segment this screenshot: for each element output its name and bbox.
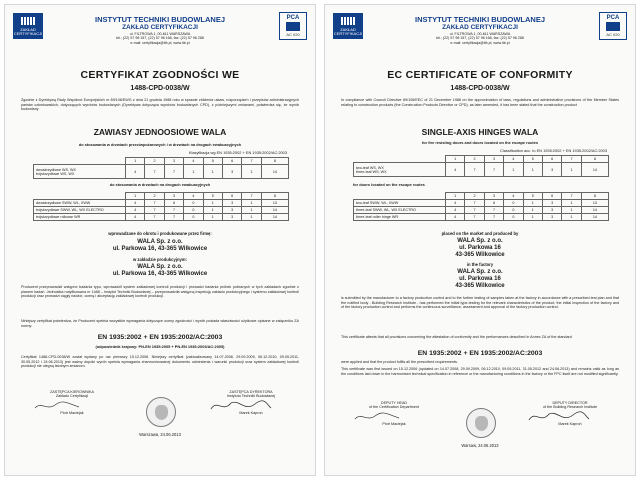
table-header-row: 1 2 3 4 5 6 7 8	[34, 158, 289, 165]
placed-by-label: wprowadzane do obrotu i produkowane przez firmę:	[108, 231, 212, 236]
usage-statement: for fire resisting doors and doors located on the escape routes	[421, 140, 539, 145]
certificate-title: EC CERTIFICATE OF CONFORMITY	[387, 69, 573, 81]
table-header-row: 1 2 3 4 5 6 7 8	[354, 156, 609, 163]
signature-deputy-head: ZASTĘPCA KIEROWNIKA Zakładu Certyfikacji Piotr Maciejak	[27, 390, 117, 415]
classification-note: Classification acc. to EN 1935:2002 + EN 1935:2002/AC:2003	[500, 148, 607, 153]
plant-city: 43-365 Wilkowice	[455, 283, 505, 289]
plant-label: w zakładzie produkcyjnym:	[133, 257, 187, 262]
table-row: three-leaf roller hinge WR 4 7 7 0 1 3 1 14	[354, 214, 609, 221]
plant-name: WALA Sp. z o.o.	[137, 264, 183, 270]
table-row: dwuskrzydłowe WS, WX trójskrzydłowe WS, WX 4 7 7 1 1 3 1 14	[34, 165, 289, 179]
signature-scribble-icon	[205, 399, 275, 411]
itb-logo-text: ZAKŁAD CERTYFIKACJI	[333, 27, 363, 36]
requirements-fulfilled: were applied and that the product fulfils all the prescribed requirements.	[341, 360, 458, 364]
pca-accreditation-logo: PCA AC 020	[599, 12, 627, 40]
table-row: dwuskrzydłowe SWW, WL, XWW 4 7 6 0 1 3 1 13	[34, 200, 289, 207]
harmonised-standard: EN 1935:2002 + EN 1935:2002/AC:2003	[417, 350, 543, 357]
intro-paragraph: Zgodnie z Dyrektywą Rady Wspólnot Europejskich nr 89/106/EWG z dnia 21 grudnia 1988 roku w sprawie zbliżenia ustaw, rozporządzeń i przepisów administracyjnych państw członkowskich, dotyczących wyrobów budowlanych (Dyrektywa dotycząca wyrobów budowlanych CPD), z późniejszymi zmianami, potwierdza się, że wyrób budowlany	[21, 98, 299, 112]
institute-address: ul. FILTROWA 1, 00-611 WARSZAWA tel.: (22) 57 96 157, (22) 57 96 168, fax: (22) 57 96 288 e-mail: certyfikacja@itb.pl, www.itb.pl	[116, 32, 204, 45]
official-seal-icon	[146, 397, 176, 427]
classification-note: Klasyfikacja wg EN 1935:2002 + EN 1935:2002/AC:2003	[188, 150, 287, 155]
body-paragraph-1: Producent przeprowadził wstępne badania typu, wprowadził system zakładowej kontroli produkcji i prowadzi badania próbek pobranych w tych zakładach zgodnie z planem badań. Jednostka notyfikowana nr 1488 – Instytut Techniki Budowlanej – przeprowadziła wstępną inspekcję zakładu produkcyjnego i systemu zakładowej kontroli produkcji oraz prowadzi ciągły nadzór, ocenę i akceptację zakładowej kontroli produkcji.	[21, 285, 299, 299]
usage-statement-escape: do stosowania w drzwiach na drogach ewakuacyjnych	[109, 182, 211, 187]
institute-address: ul. FILTROWA 1, 00-611 WARSZAWA tel.: (22) 57 96 157, (22) 57 96 168, fax: (22) 57 96 288 e-mail: certyfikacja@itb.pl, www.itb.pl	[436, 32, 524, 45]
classification-table-1	[33, 157, 289, 179]
certificate-english	[324, 4, 636, 476]
validity-paragraph: Certyfikat 1488-CPD-0038/W został wydany po raz pierwszy 15.12.2006. Niniejszy certyfikat (zaktualizowany 14.07.2008, 29.09.2009, 06.12.2010, 09.05.2011, 30.05.2012 i 24.06.2013) jest ważny dopóki wyrób spełnia wymagania zharmonizowanej dokumentu odniesienia i warunki produkcji oraz system zakładowej kontroli produkcji nie ulegną istotnym zmianom.	[21, 355, 299, 369]
body-paragraph-2: This certificate attests that all provisions concerning the attestation of conformity and the performances described in Annex ZA of the standard	[341, 335, 572, 339]
manufacturer-address: ul. Parkowa 16, 43-365 Wilkowice	[112, 246, 208, 252]
table-row: two-leaf WS, WX three-leaf WS, WX 4 7 7 1 1 3 1 14	[354, 163, 609, 177]
classification-table-2	[33, 192, 289, 221]
signature-deputy-director: DEPUTY DIRECTOR of the Building Research Institute Marek Kaproń	[523, 401, 617, 426]
signature-deputy-head: DEPUTY HEAD of the Certification Department Piotr Maciejak	[347, 401, 441, 426]
national-equivalent: (odpowiednik krajowy: PN-EN 1935:2005 + PN-EN 1935:2003/AC:2005)	[95, 344, 225, 349]
body-paragraph-1: is submitted by the manufacturer to a factory production control and to the further testing of samples taken at the factory in accordance with a prescribed test plan and that the notified body - Building Research Institute - has performed the initial type-testing for the relevant characteristics of the product, the initial inspection of the factory and of the factory production control and performs the continuous surveillance, assessment and approval of the factory production control.	[341, 296, 619, 310]
official-seal-icon	[466, 408, 496, 438]
signature-scribble-icon	[27, 399, 87, 411]
manufacturer-city: 43-365 Wilkowice	[455, 252, 505, 258]
itb-logo-text: ZAKŁAD CERTYFIKACJI	[13, 27, 43, 36]
letterhead	[325, 5, 635, 45]
plant-name: WALA Sp. z o.o.	[457, 269, 503, 275]
usage-statement: do stosowania w drzwiach przeciwpożarowych i w drzwiach na drogach ewakuacyjnych	[78, 142, 242, 147]
department-name: ZAKŁAD CERTYFIKACJI	[122, 24, 198, 31]
product-name: SINGLE-AXIS HINGES WALA	[421, 127, 539, 137]
manufacturer-name: WALA Sp. z o.o.	[457, 238, 503, 244]
table-header-row: 1 2 3 4 5 6 7 8	[34, 193, 289, 200]
certificate-title: CERTYFIKAT ZGODNOŚCI WE	[80, 69, 240, 81]
department-name: ZAKŁAD CERTYFIKACJI	[442, 24, 518, 31]
certificate-number: 1488-CPD-0038/W	[450, 85, 510, 92]
table-row: three-leaf SWW, WL, WX ELECTRO 4 7 7 0 1 3 1 14	[354, 207, 609, 214]
pca-accreditation-logo: PCA AC 020	[279, 12, 307, 40]
body-paragraph-2: Niniejszy certyfikat potwierdza, że Producent spełnia wszystkie wymagania dotyczące oceny zgodności i wyrób posiada właściwości użytkowe opisane w załączniku ZA normy:	[21, 319, 299, 328]
issue-place-date: Warszawa, 24.06.2013	[139, 432, 181, 437]
manufacturer-name: WALA Sp. z o.o.	[137, 239, 183, 245]
plant-address: ul. Parkowa 16, 43-365 Wilkowice	[112, 271, 208, 277]
plant-street: ul. Parkowa 16	[459, 276, 501, 282]
table-header-row: 1 2 3 4 5 6 7 8	[354, 193, 609, 200]
signature-scribble-icon	[523, 410, 593, 422]
harmonised-standard: EN 1935:2002 + EN 1935:2002/AC:2003	[97, 334, 223, 341]
classification-table-1	[353, 155, 609, 177]
product-name: ZAWIASY JEDNOOSIOWE WALA	[93, 127, 227, 137]
certificate-polish	[4, 4, 316, 476]
table-row: two-leaf SWW, WL, XWW 4 7 6 0 1 3 1 13	[354, 200, 609, 207]
placed-by-label: placed on the market and produced by	[441, 231, 519, 236]
issue-place-date: Warsaw, 24.06.2013	[461, 443, 499, 448]
letterhead	[5, 5, 315, 45]
validity-paragraph: This certificate was first issued on 15.12.2006 (updated on 14.07.2008, 29.09.2009, 06.12.2010, 09.05.2011, 31.05.2012 and 24.06.2013) and remains valid as long as the conditions laid down in the harmonised technical specification in reference or the manufacturing conditions in the factory or the FPC itself are not modified significantly.	[341, 367, 619, 376]
table-row: trójskrzydłowe rolkowe WR 4 7 7 0 1 3 1 14	[34, 214, 289, 221]
signature-deputy-director: ZASTĘPCA DYREKTORA Instytutu Techniki Budowlanej Marek Kaproń	[205, 390, 297, 415]
signature-scribble-icon	[347, 410, 407, 422]
usage-statement-escape: for doors located on the escape routes	[353, 182, 425, 187]
institute-name: INSTYTUT TECHNIKI BUDOWLANEJ	[95, 15, 225, 24]
manufacturer-street: ul. Parkowa 16	[459, 245, 501, 251]
institute-name: INSTYTUT TECHNIKI BUDOWLANEJ	[415, 15, 545, 24]
certificate-number: 1488-CPD-0038/W	[130, 85, 190, 92]
intro-paragraph: In compliance with Council Directive 89/106/EEC of 21 December 1988 on the approximation of laws, regulations and administrative provisions of the Member States relating to construction products (the Construction Products Directive or CPD), as later amended, it has been stated that the construction product	[341, 98, 619, 107]
classification-table-2	[353, 192, 609, 221]
plant-label: in the factory	[466, 262, 494, 267]
table-row: trójskrzydłowe SWW, WL, WX ELECTRO 4 7 7 0 1 3 1 14	[34, 207, 289, 214]
